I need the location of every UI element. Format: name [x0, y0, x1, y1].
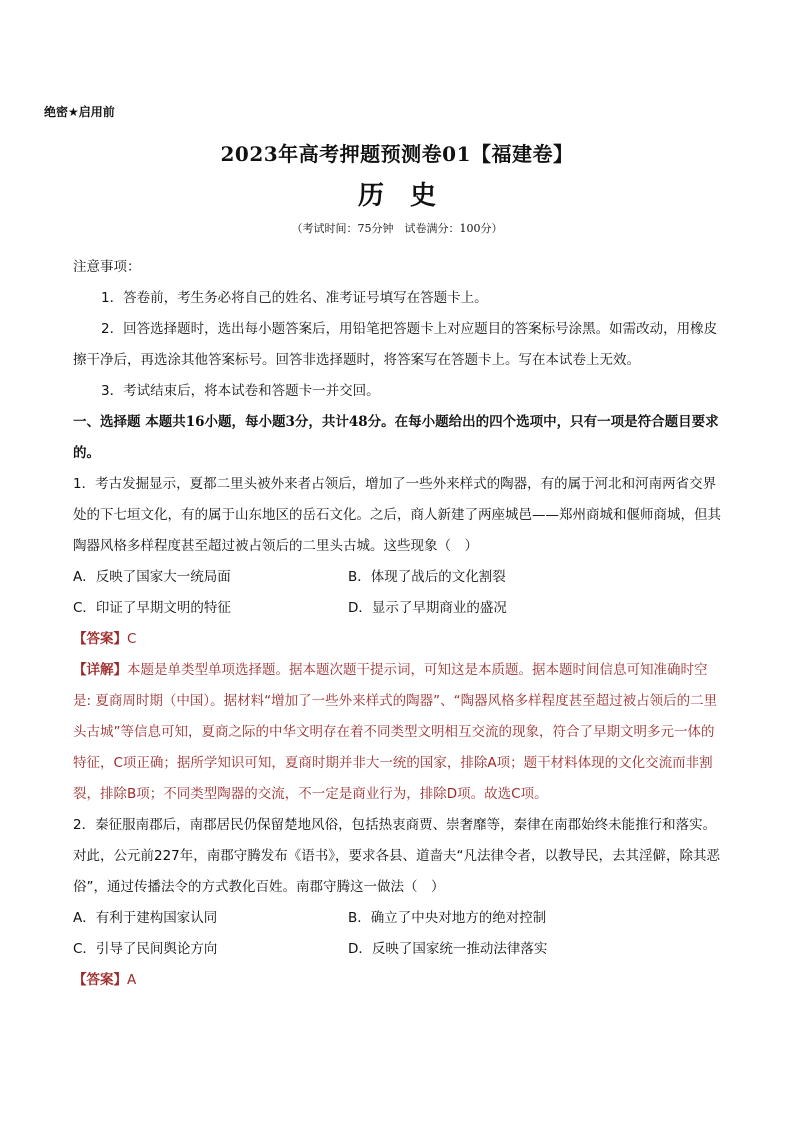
answer-value: C	[127, 631, 137, 647]
detail-text: 本题是单类型单项选择题。据本题次题干提示词，可知这是本质题。据本题时间信息可知准确时空是: 夏商周时期（中国）。据材料“增加了一些外来样式的陶器”、“陶器风格多样程度甚至超过被占领后的二里头古城”等信息可知，夏商之际的中华文明存在着不同类型文明相互交流的现象，符合了早期文明多元一体的特征，C项正确；据所学知识可知，夏商时期并非大一统的国家，排除A项；题干材料体现的文化交流而非割裂，排除B项；不同类型陶器的交流，不一定是商业行为，排除D项。故选C项。	[73, 662, 718, 802]
notice-heading: 注意事项：	[73, 259, 141, 275]
question-1-detail	[73, 655, 723, 810]
exam-content	[73, 252, 723, 996]
question-1-answer	[73, 624, 723, 655]
notice-item-3: 3．考试结束后，将本试卷和答题卡一并交回。	[101, 383, 380, 399]
question-1-stem: 1．考古发掘显示，夏都二里头被外来者占领后，增加了一些外来样式的陶器，有的属于河北和河南两省交界处的下七垣文化，有的属于山东地区的岳石文化。之后，商人新建了两座城邑——郑州商城和偃师商城，但其陶器风格多样程度甚至超过被占领后的二里头古城。这些现象（ ）	[73, 476, 721, 554]
question-1-options-row-2	[73, 593, 723, 624]
answer-label: 【答案】	[73, 631, 127, 647]
question-2-option-b: B．确立了中央对地方的绝对控制	[348, 910, 547, 926]
notice-item-1: 1．答卷前，考生务必将自己的姓名、准考证号填写在答题卡上。	[101, 290, 488, 306]
exam-title: 2023年高考押题预测卷01【福建卷】	[220, 142, 574, 166]
question-1-option-d: D．显示了早期商业的盛况	[348, 600, 507, 616]
question-1-option-a: A．反映了国家大一统局面	[73, 569, 231, 585]
question-2-option-a: A．有利于建构国家认同	[73, 910, 218, 926]
question-2-stem: 2．秦征服南郡后，南郡居民仍保留楚地风俗，包括热衷商贾、崇奢靡等，秦律在南郡始终未能推行和落实。对此，公元前227年，南郡守腾发布《语书》，要求各县、道啬夫“凡法律令者，以教导民，去其淫僻，除其恶俗”，通过传播法令的方式教化百姓。南郡守腾这一做法（ ）	[73, 817, 721, 895]
question-2-options-row-1	[73, 903, 723, 934]
exam-info: （考试时间：75分钟 试卷满分：100分）	[291, 222, 503, 235]
question-1-options-row-1	[73, 562, 723, 593]
question-2-answer	[73, 965, 723, 996]
question-2-option-c: C．引导了民间舆论方向	[73, 941, 218, 957]
detail-label: 【详解】	[73, 662, 127, 678]
subject-title: 历史	[357, 181, 462, 211]
answer-value: A	[127, 972, 137, 988]
question-1-option-c: C．印证了早期文明的特征	[73, 600, 231, 616]
question-2-option-d: D．反映了国家统一推动法律落实	[348, 941, 548, 957]
question-1-option-b: B．体现了战后的文化割裂	[348, 569, 506, 585]
notice-item-2: 2．回答选择题时，选出每小题答案后，用铅笔把答题卡上对应题目的答案标号涂黑。如需改动，用橡皮擦干净后，再选涂其他答案标号。回答非选择题时，将答案写在答题卡上。写在本试卷上无效。	[73, 321, 718, 368]
answer-label: 【答案】	[73, 972, 127, 988]
question-2-options-row-2	[73, 934, 723, 965]
section-heading: 一、选择题 本题共16小题，每小题3分，共计48分。在每小题给出的四个选项中，只有一项是符合题目要求的。	[73, 414, 719, 461]
secret-label: 绝密★启用前	[44, 105, 115, 119]
